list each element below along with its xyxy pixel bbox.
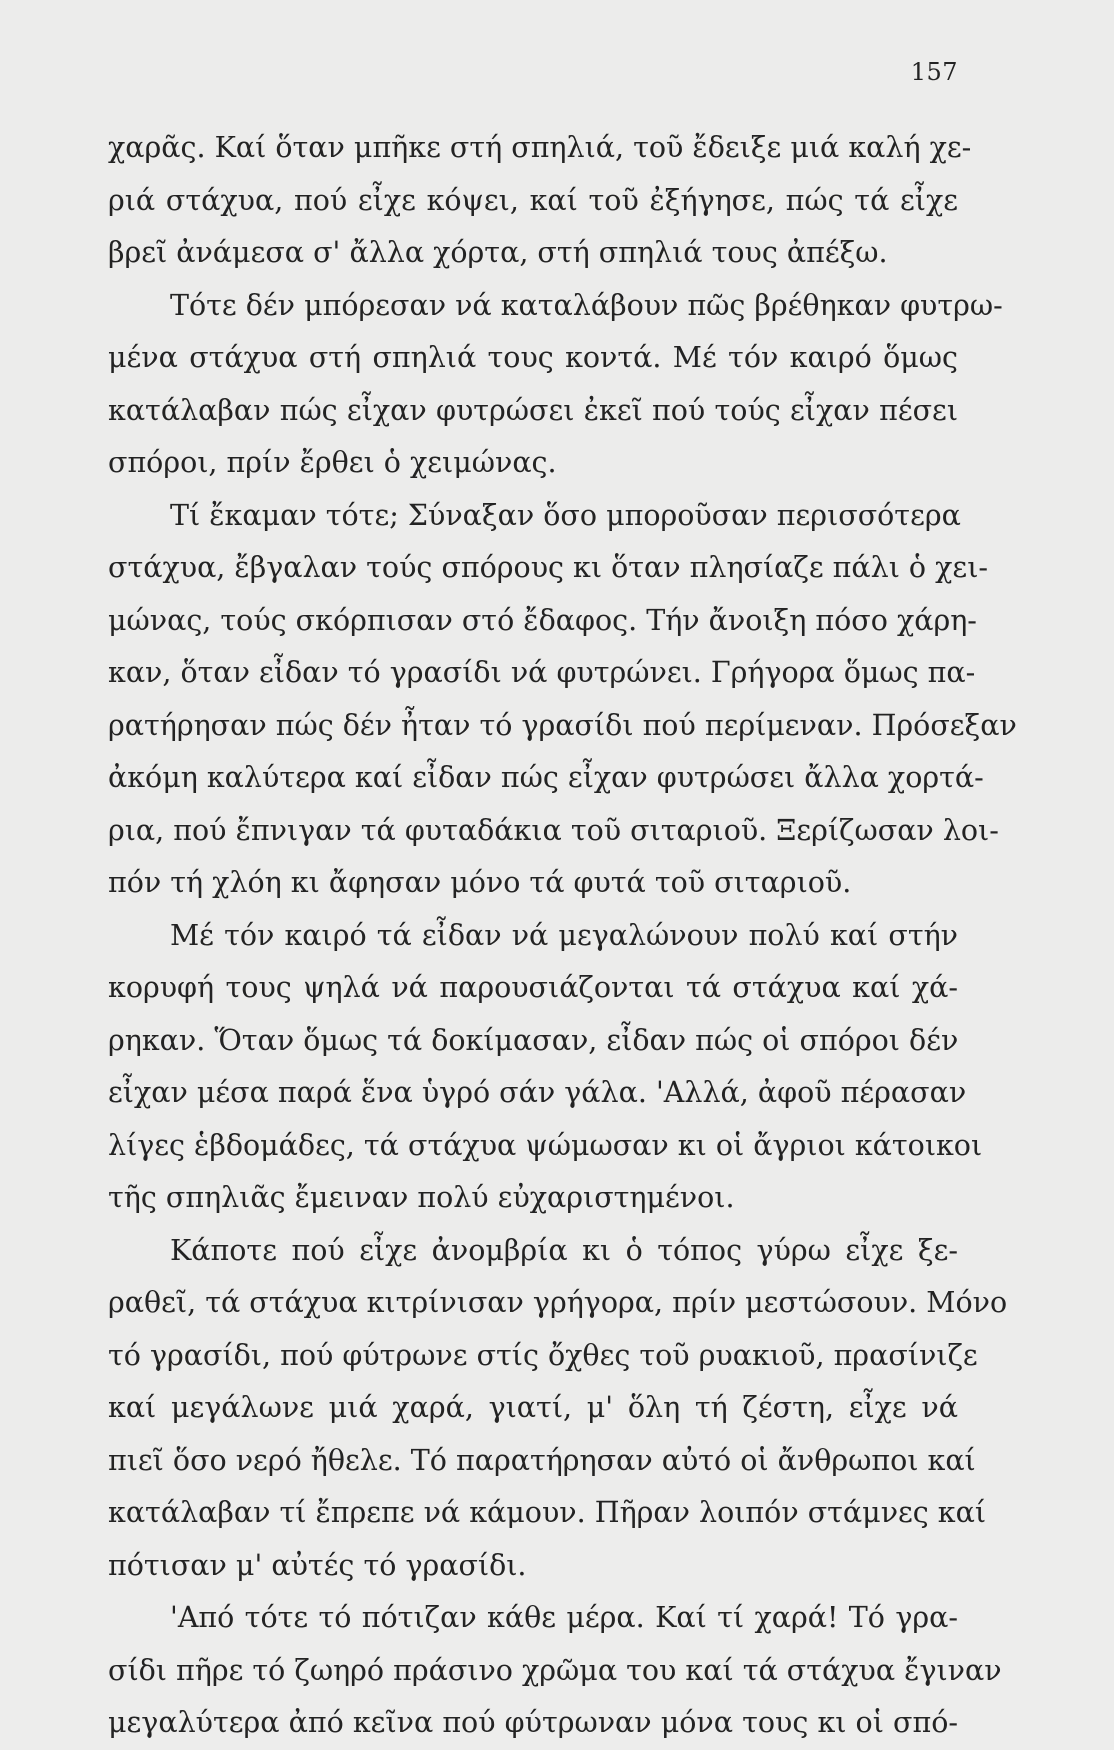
text-line: πόν τή χλόη κι ἄφησαν μόνο τά φυτά τοῦ σιταριοῦ. (108, 866, 852, 899)
text-line: κατάλαβαν τί ἔπρεπε νά κάμουν. Πῆραν λοιπόν στάμνες καί (108, 1496, 987, 1529)
text-line: 'Από τότε τό πότιζαν κάθε μέρα. Καί τί χαρά! Τό γρα- (170, 1601, 958, 1634)
text-line: καί μεγάλωνε μιά χαρά, γιατί, μ' ὅλη τή ζέστη, εἶχε νά (108, 1391, 958, 1424)
text-line: στάχυα, ἔβγαλαν τούς σπόρους κι ὅταν πλησίαζε πάλι ὁ χει- (108, 551, 988, 584)
body-text (108, 122, 1017, 1750)
text-line: καν, ὅταν εἶδαν τό γρασίδι νά φυτρώνει. Γρήγορα ὅμως πα- (108, 656, 976, 689)
text-line: μεγαλύτερα ἀπό κεῖνα πού φύτρωναν μόνα τους κι οἱ σπό- (108, 1706, 958, 1739)
page-number: 157 (910, 58, 958, 86)
text-line: Μέ τόν καιρό τά εἶδαν νά μεγαλώνουν πολύ καί στήν (170, 918, 958, 952)
text-line: μένα στάχυα στή σπηλιά τους κοντά. Μέ τόν καιρό ὅμως (108, 341, 958, 374)
text-line: ρηκαν. Ὅταν ὅμως τά δοκίμασαν, εἶδαν πώς οἱ σπόροι δέν (108, 1023, 959, 1057)
text-line: ριά στάχυα, πού εἶχε κόψει, καί τοῦ ἐξήγησε, πώς τά εἶχε (108, 183, 958, 217)
text-line: ρια, πού ἔπνιγαν τά φυταδάκια τοῦ σιταριοῦ. Ξερίζωσαν λοι- (108, 813, 999, 847)
text-line: βρεῖ ἀνάμεσα σ' ἄλλα χόρτα, στή σπηλιά τους ἀπέξω. (108, 236, 888, 269)
text-line: ρατήρησαν πώς δέν ἦταν τό γρασίδι πού περίμεναν. Πρόσεξαν (108, 708, 1017, 742)
text-line: μώνας, τούς σκόρπισαν στό ἔδαφος. Τήν ἄνοιξη πόσο χάρη- (108, 603, 977, 637)
text-line: χαρᾶς. Καί ὅταν μπῆκε στή σπηλιά, τοῦ ἔδειξε μιά καλή χε- (108, 131, 972, 164)
text-line: εἶχαν μέσα παρά ἕνα ὑγρό σάν γάλα. 'Αλλά, ἀφοῦ πέρασαν (108, 1076, 967, 1109)
text-line: σίδι πῆρε τό ζωηρό πράσινο χρῶμα του καί τά στάχυα ἔγιναν (108, 1653, 1002, 1687)
text-line: Τότε δέν μπόρεσαν νά καταλάβουν πῶς βρέθηκαν φυτρω- (170, 288, 1003, 322)
text-line: ραθεῖ, τά στάχυα κιτρίνισαν γρήγορα, πρίν μεστώσουν. Μόνο (108, 1286, 1008, 1319)
text-line: Τί ἔκαμαν τότε; Σύναξαν ὅσο μποροῦσαν περισσότερα (170, 498, 961, 532)
text-line: τῆς σπηλιᾶς ἔμειναν πολύ εὐχαριστημένοι. (108, 1181, 735, 1214)
text-line: σπόροι, πρίν ἔρθει ὁ χειμώνας. (108, 446, 557, 479)
text-line: τό γρασίδι, πού φύτρωνε στίς ὄχθες τοῦ ρυακιοῦ, πρασίνιζε (108, 1338, 978, 1372)
text-line: ἀκόμη καλύτερα καί εἶδαν πώς εἶχαν φυτρώσει ἄλλα χορτά- (108, 761, 984, 794)
text-line: πιεῖ ὅσο νερό ἤθελε. Τό παρατήρησαν αὐτό οἱ ἄνθρωποι καί (108, 1443, 976, 1477)
text-line: πότισαν μ' αὐτές τό γρασίδι. (108, 1548, 527, 1582)
text-line: Κάποτε πού εἶχε ἀνομβρία κι ὁ τόπος γύρω εἶχε ξε- (170, 1233, 958, 1267)
text-line: κορυφή τους ψηλά νά παρουσιάζονται τά στάχυα καί χά- (108, 971, 958, 1004)
text-line: κατάλαβαν πώς εἶχαν φυτρώσει ἐκεῖ πού τούς εἶχαν πέσει (108, 393, 958, 427)
text-line: λίγες ἑβδομάδες, τά στάχυα ψώμωσαν κι οἱ ἄγριοι κάτοικοι (108, 1128, 983, 1162)
